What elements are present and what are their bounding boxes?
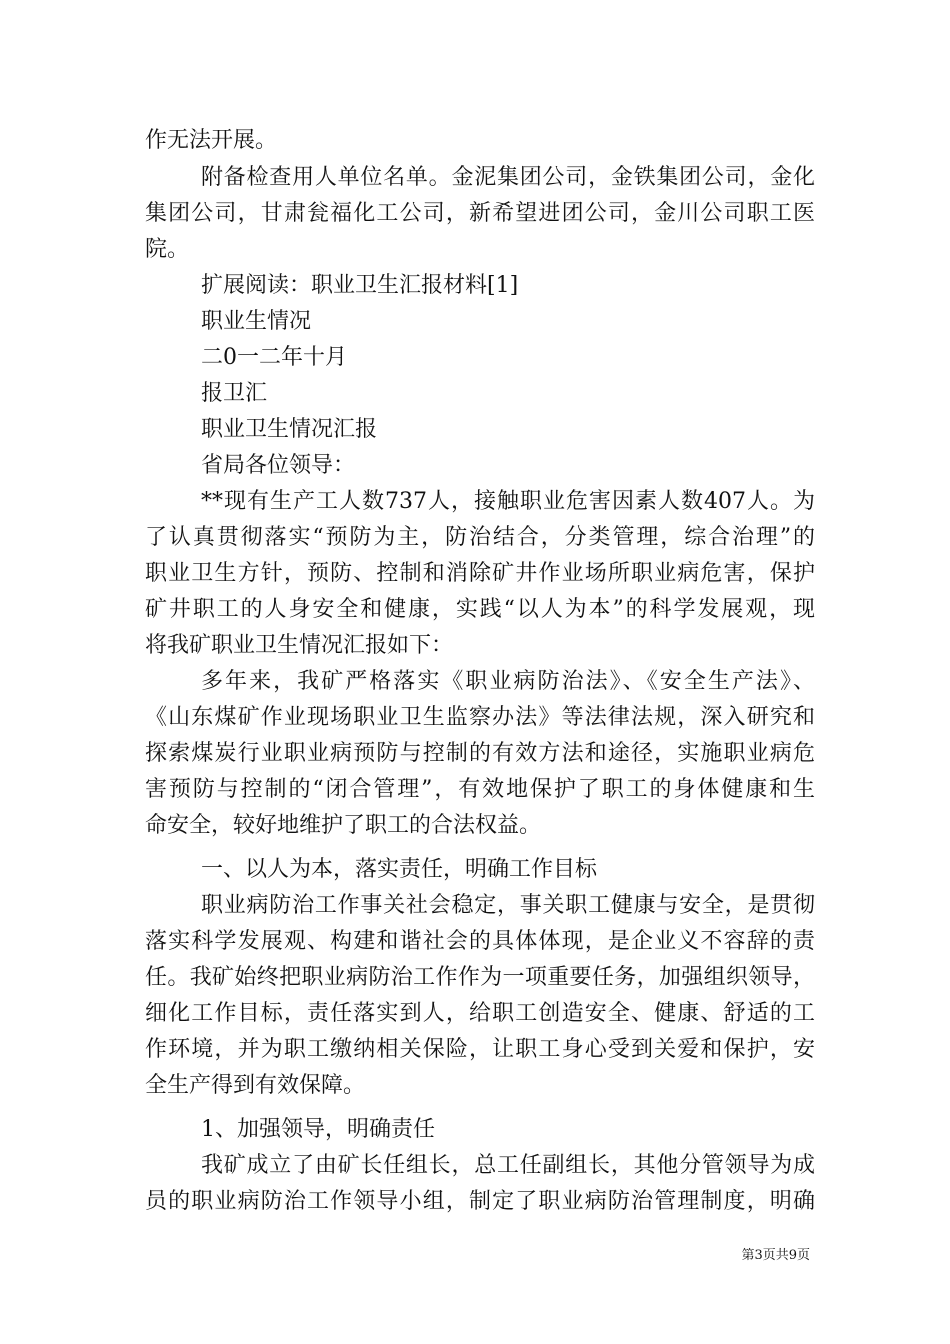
text-line: 职业生情况	[201, 309, 312, 334]
text-line: 多年来，我矿严格落实《职业病防治法》、《安全生产法》、	[201, 669, 815, 694]
text-line: 附备检查用人单位名单。金泥集团公司，金铁集团公司，金化	[201, 165, 815, 190]
text-line: 职业病防治工作事关社会稳定，事关职工健康与安全，是贯彻	[201, 893, 815, 918]
text-line: 省局各位领导：	[201, 453, 356, 478]
text-line: 作环境，并为职工缴纳相关保险，让职工身心受到关爱和保护，安	[145, 1037, 815, 1062]
text-line: 院。	[145, 237, 190, 262]
text-line: 全生产得到有效保障。	[145, 1073, 366, 1098]
text-line: 二0一二年十月	[201, 345, 347, 370]
subsection-heading: 1、加强领导，明确责任	[201, 1117, 435, 1142]
text-line: 将我矿职业卫生情况汇报如下：	[145, 633, 454, 658]
text-line: **现有生产工人数737人，接触职业危害因素人数407人。为	[201, 489, 815, 514]
text-line: 《山东煤矿作业现场职业卫生监察办法》等法律法规，深入研究和	[145, 705, 815, 730]
text-line: 集团公司，甘肃瓮福化工公司，新希望进团公司，金川公司职工医	[145, 201, 815, 226]
text-line: 探索煤炭行业职业病预防与控制的有效方法和途径，实施职业病危	[145, 741, 815, 766]
text-line: 职业卫生情况汇报	[201, 417, 378, 442]
text-line: 害预防与控制的“闭合管理”，有效地保护了职工的身体健康和生	[145, 777, 815, 802]
section-heading: 一、以人为本，落实责任，明确工作目标	[201, 857, 598, 882]
text-line: 命安全，较好地维护了职工的合法权益。	[145, 813, 542, 838]
text-line: 落实科学发展观、构建和谐社会的具体体现，是企业义不容辞的责	[145, 929, 815, 954]
text-line: 我矿成立了由矿长任组长，总工任副组长，其他分管领导为成	[201, 1153, 815, 1178]
text-line: 任。我矿始终把职业病防治工作作为一项重要任务，加强组织领导，	[145, 965, 815, 990]
text-line: 作无法开展。	[145, 128, 278, 153]
text-line: 细化工作目标，责任落实到人，给职工创造安全、健康、舒适的工	[145, 1001, 815, 1026]
text-line: 员的职业病防治工作领导小组，制定了职业病防治管理制度，明确	[145, 1189, 815, 1214]
text-line: 职业卫生方针，预防、控制和消除矿井作业场所职业病危害，保护	[145, 561, 815, 586]
text-line: 矿井职工的人身安全和健康，实践“以人为本”的科学发展观，现	[145, 597, 815, 622]
text-line: 了认真贯彻落实“预防为主，防治结合，分类管理，综合治理”的	[145, 525, 815, 550]
page-number: 第3页共9页	[741, 1248, 810, 1263]
text-line: 报卫汇	[201, 381, 268, 406]
text-line: 扩展阅读：职业卫生汇报材料[1]	[201, 273, 519, 298]
